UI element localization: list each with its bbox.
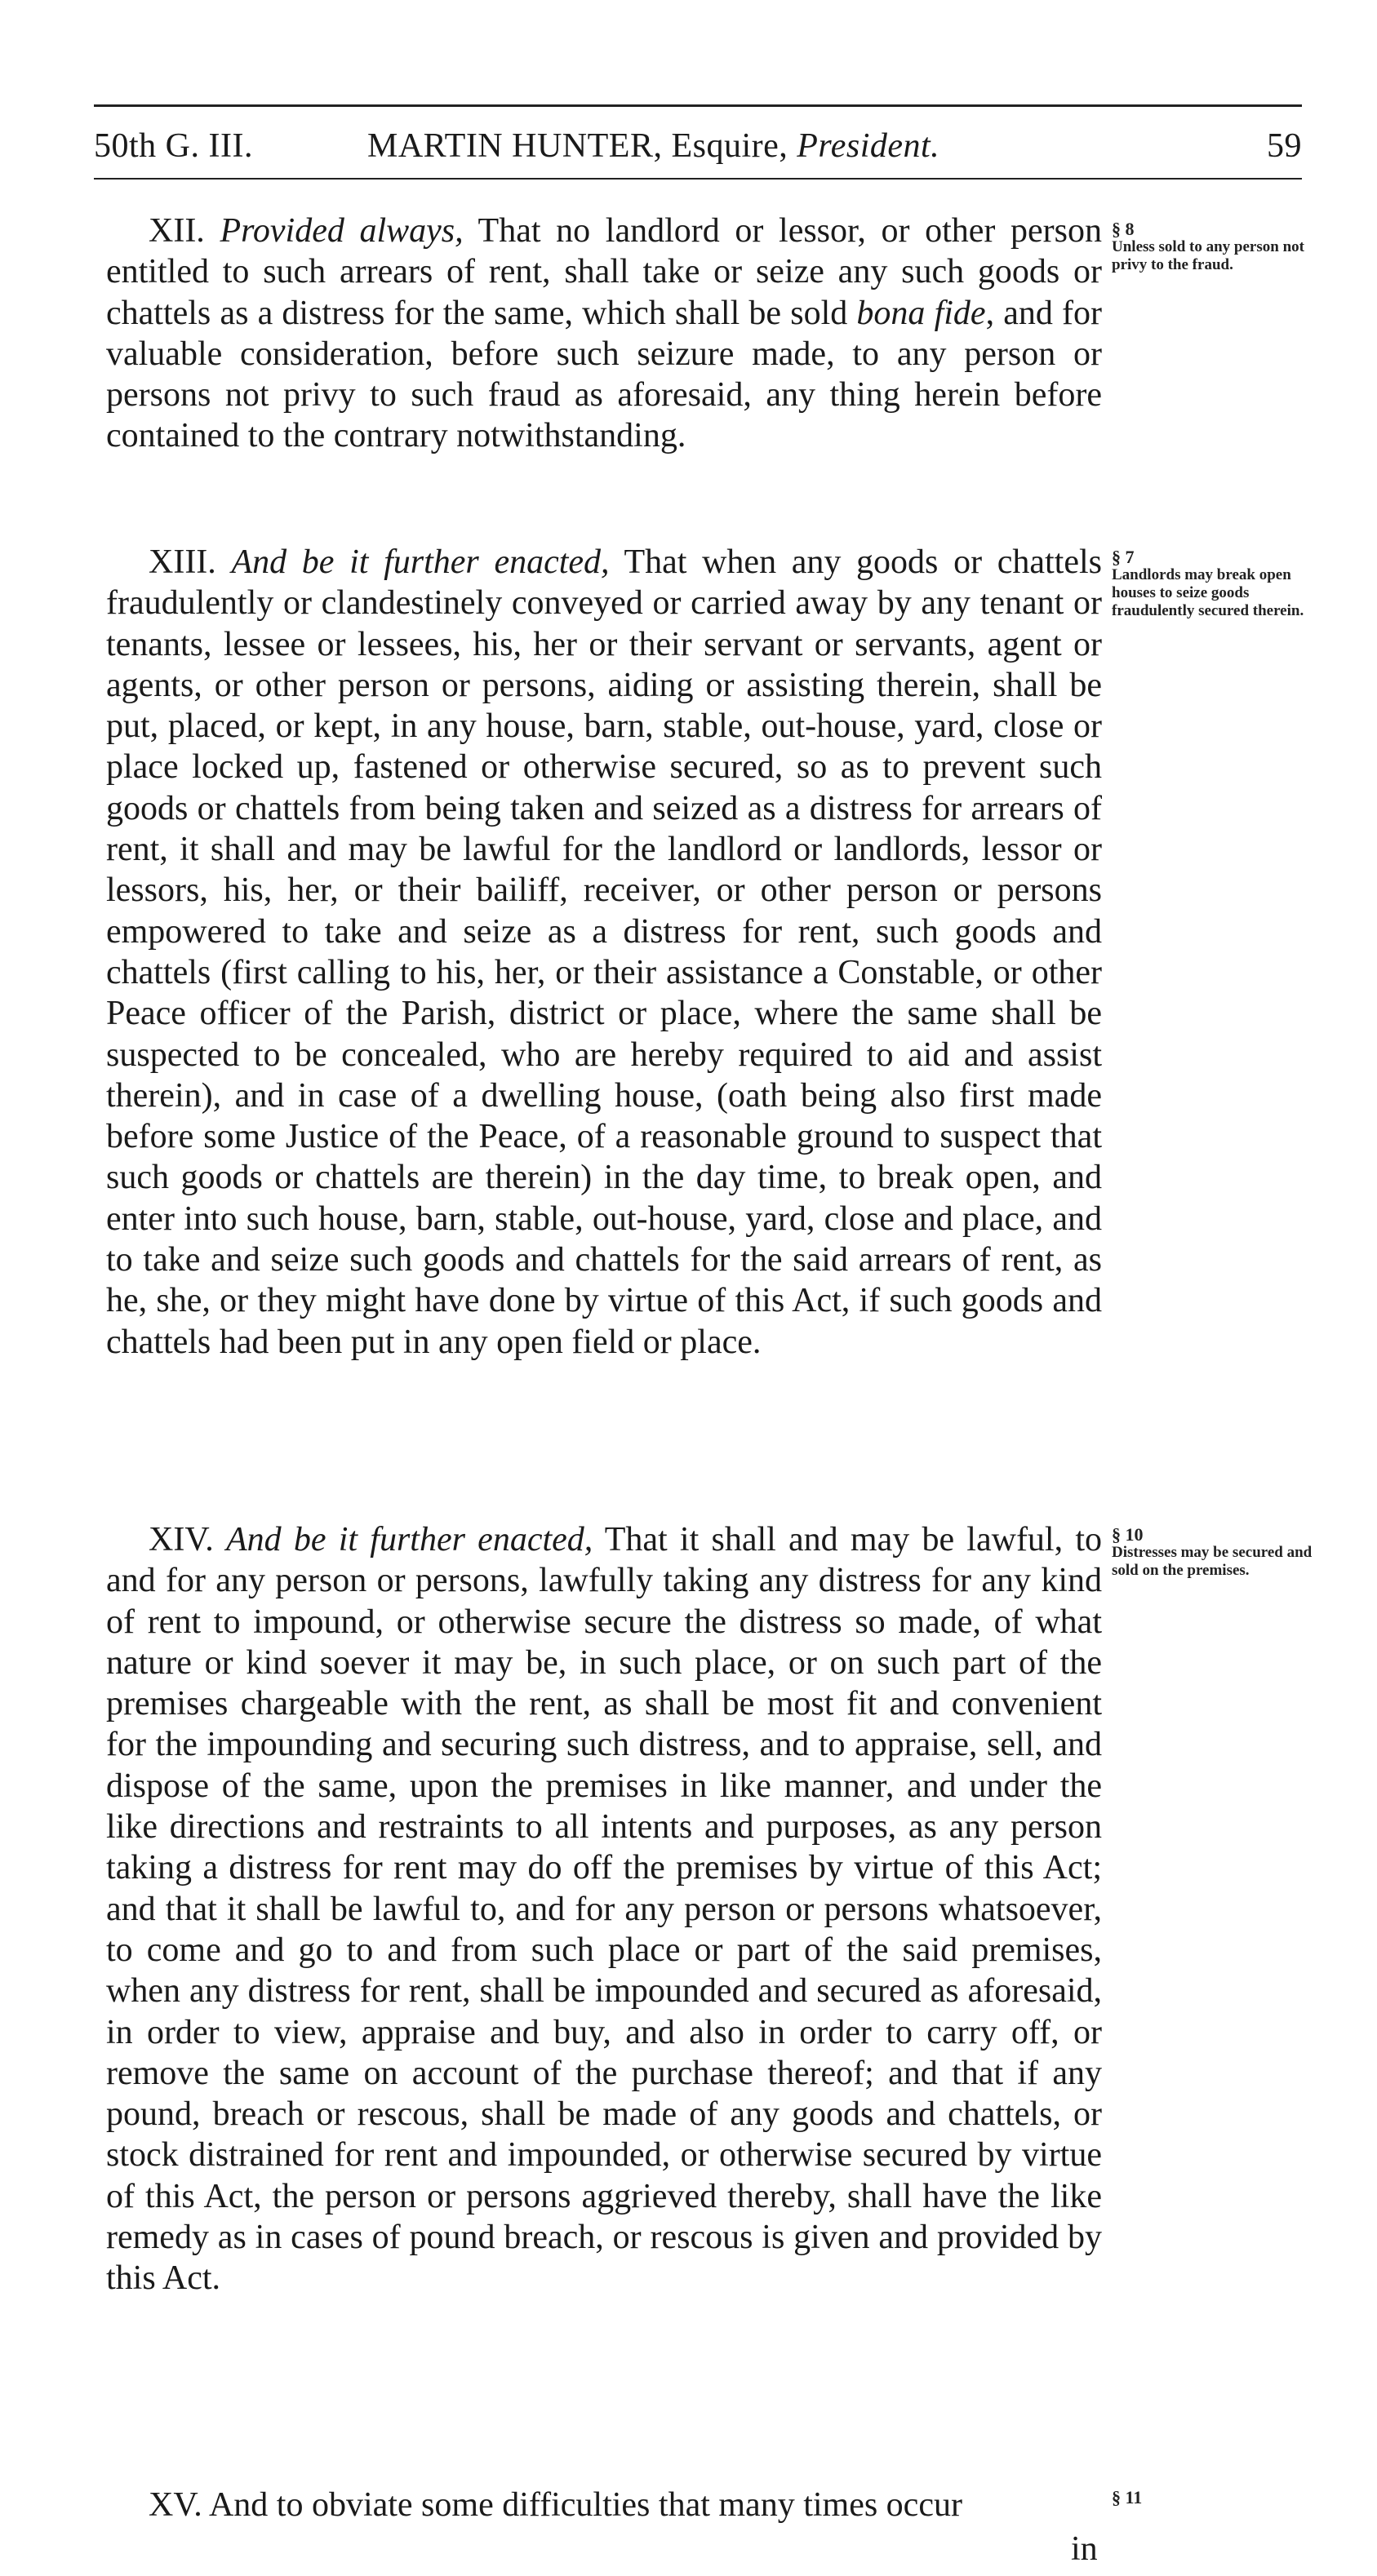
section-xiv xyxy=(106,1519,1102,2299)
section-xv xyxy=(106,2485,1102,2525)
latin-phrase: bona fide xyxy=(856,294,986,332)
catchword: in xyxy=(1071,2530,1098,2568)
margin-note-xv xyxy=(1112,2489,1332,2507)
section-number: XIII. xyxy=(149,543,216,581)
section-body: That it shall and may be lawful, to and for any person or persons, lawfully taking any distress for any kind of rent to impound, or otherwise secure the distress so made, of what nature or kind soever it may be, in such place, or on such part of the premises chargeable with the rent, as shall be most fit and convenient for the impounding and securing such distress, and to appraise, sell, and dispose of the same, upon the premises in like manner, and under the like directions and restraints to all intents and purposes, as any person taking a distress for rent may do off the premises by virtue of this Act; and that it shall be lawful to, and for any person or persons whatsoever, to come and go to and from such place or part of the said premises, when any distress for rent, shall be impounded and secured as aforesaid, in order to view, appraise and buy, and also in order to carry off, or remove the same on account of the purchase thereof; and that if any pound, breach or rescous, shall be made of any goods and chattels, or stock distrained for rent and impounded, or otherwise secured by virtue of this Act, the person or persons aggrieved thereby, shall have the like remedy as in cases of pound breach, or rescous is given and provided by this Act. xyxy=(106,1521,1102,2298)
margin-note-xiii xyxy=(1112,548,1332,620)
section-lead: And be it further enacted, xyxy=(231,543,610,581)
section-body: That when any goods or chattels fraudulently or clandestinely conveyed or carried away by any tenant or tenants, lessee or lessees, his, her or their servant or servants, agent or agents, or other person or persons, aiding or assisting therein, shall be put, placed, or kept, in any house, barn, stable, out-house, yard, close or place locked up, fastened or otherwise secured, so as to prevent such goods or chattels from being taken and seized as a distress for arrears of rent, it shall and may be lawful for the landlord or landlords, lessor or lessors, his, her, or their bailiff, receiver, or other person or persons empowered to take and seize as a distress for rent, such goods and chattels (first calling to his, her, or their assistance a Constable, or other Peace officer of the Parish, district or place, where the same shall be suspected to be concealed, who are hereby required to aid and assist therein), and in case of a dwelling house, (oath being also first made before some Justice of the Peace, of a reasonable ground to suspect that such goods or chattels are therein) in the day time, to break open, and enter into such house, barn, stable, out-house, yard, close and place, and to take and seize such goods and chattels for the said arrears of rent, as he, she, or they might have done by virtue of this Act, if such goods and chattels had been put in any open field or place. xyxy=(106,543,1103,1361)
header-center xyxy=(367,126,939,166)
section-lead: And be it further enacted, xyxy=(225,1521,593,1558)
section-xiii xyxy=(106,542,1102,1363)
section-body: That no landlord or lessor, or other person entitled to such arrears of rent, shall take or seize any such goods or chattels as a distress for the same, which shall be sold xyxy=(106,212,1102,332)
section-xiii-text xyxy=(106,542,1102,1363)
header-rule xyxy=(94,178,1302,180)
section-xii xyxy=(106,211,1102,457)
page-number: 59 xyxy=(1267,127,1302,165)
header-name: MARTIN HUNTER, Esquire, xyxy=(367,127,788,165)
running-header xyxy=(94,126,1302,175)
margin-note-xii xyxy=(1112,220,1332,274)
section-xiv-text xyxy=(106,1519,1102,2299)
section-xv-text xyxy=(106,2485,1102,2525)
section-body: And to obviate some difficulties that many times occur xyxy=(208,2486,962,2524)
section-lead: Provided always, xyxy=(220,212,464,250)
section-number: XIV. xyxy=(149,1521,214,1558)
margin-note-xiv xyxy=(1112,1526,1332,1580)
margin-section-number: § 10 xyxy=(1112,1524,1144,1545)
section-number: XV. xyxy=(149,2486,202,2524)
header-title: President. xyxy=(797,127,940,165)
margin-section-number: § 7 xyxy=(1112,547,1135,567)
section-number: XII. xyxy=(149,212,205,250)
margin-section-number: § 11 xyxy=(1112,2487,1143,2507)
margin-note-text: Landlords may break open houses to seize goods fraudulently secured therein. xyxy=(1112,566,1304,619)
section-xii-text xyxy=(106,211,1102,457)
margin-section-number: § 8 xyxy=(1112,219,1135,239)
header-left: 50th G. III. xyxy=(94,127,253,165)
top-rule xyxy=(94,104,1302,107)
margin-note-text: Unless sold to any person not privy to the fraud. xyxy=(1112,238,1304,273)
section-body-rest: , and for valuable consideration, before such seizure made, to any person or persons not privy to such fraud as aforesaid, any thing herein before contained to the contrary notwithstanding. xyxy=(106,294,1103,455)
margin-note-text: Distresses may be secured and sold on the premises. xyxy=(1112,1544,1313,1579)
